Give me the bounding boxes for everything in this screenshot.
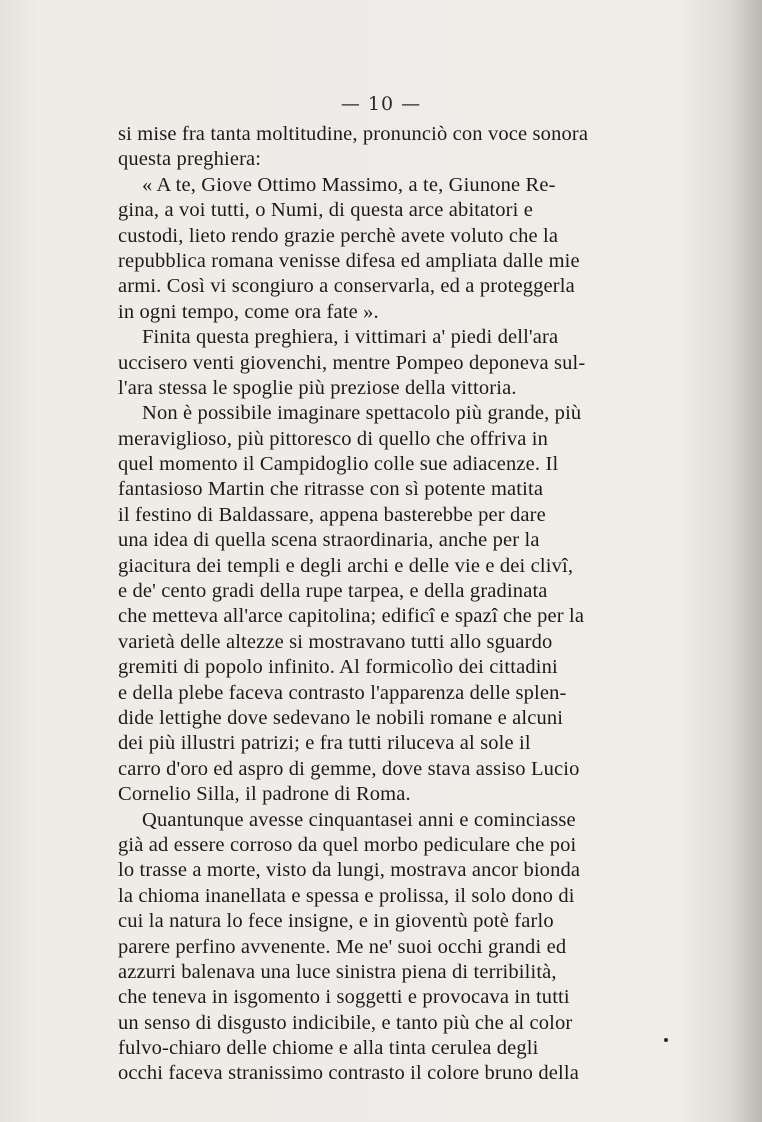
text-line: parere perfino avvenente. Me ne' suoi occhi grandi ed (118, 935, 567, 958)
text-line: custodi, lieto rendo grazie perchè avete voluto che la (118, 224, 559, 247)
text-line: occhi faceva stranissimo contrasto il colore bruno della (118, 1062, 579, 1085)
text-line: che teneva in isgomento i soggetti e provocava in tutti (118, 986, 570, 1009)
text-line: quel momento il Campidoglio colle sue adiacenze. Il (118, 453, 559, 476)
text-line: e della plebe faceva contrasto l'apparenza delle splen- (118, 681, 567, 704)
text-line: Finita questa preghiera, i vittimari a' piedi dell'ara (142, 326, 559, 349)
text-line: che metteva all'arce capitolina; edificî e spazî che per la (118, 605, 585, 628)
text-line: e de' cento gradi della rupe tarpea, e della gradinata (118, 580, 548, 603)
text-line: fantasioso Martin che ritrasse con sì potente matita (118, 478, 544, 501)
text-line: dide lettighe dove sedevano le nobili romane e alcuni (118, 706, 564, 729)
text-line: varietà delle altezze si mostravano tutti allo sguardo (118, 630, 553, 653)
text-line: giacitura dei templi e degli archi e delle vie e dei clivî, (118, 554, 574, 577)
text-line: repubblica romana venisse difesa ed ampliata dalle mie (118, 249, 580, 272)
text-line: l'ara stessa le spoglie più preziose della vittoria. (118, 376, 517, 399)
ink-speck (664, 1038, 668, 1042)
text-line: questa preghiera: (118, 148, 262, 171)
text-line: Quantunque avesse cinquantasei anni e cominciasse (142, 808, 576, 831)
text-line: Non è possibile imaginare spettacolo più grande, più (142, 402, 582, 425)
text-line: si mise fra tanta moltitudine, pronunciò con voce sonora (118, 123, 589, 145)
text-line: una idea di quella scena straordinaria, anche per la (118, 529, 540, 552)
text-line: gremiti di popolo infinito. Al formicolìo dei cittadini (118, 656, 558, 679)
text-line: meraviglioso, più pittoresco di quello che offriva in (118, 427, 549, 450)
text-line: fulvo-chiaro delle chiome e alla tinta cerulea degli (118, 1037, 539, 1060)
text-line: Cornelio Silla, il padrone di Roma. (118, 783, 411, 806)
text-line: un senso di disgusto indicibile, e tanto più che al color (118, 1011, 573, 1034)
text-line: dei più illustri patrizi; e fra tutti riluceva al sole il (118, 732, 531, 755)
text-line: uccisero venti giovenchi, mentre Pompeo deponeva sul- (118, 351, 586, 374)
text-line: azzurri balenava una luce sinistra piena di terribilità, (118, 960, 557, 983)
text-line: la chioma inanellata e spessa e prolissa, il solo dono di (118, 884, 575, 907)
text-line: armi. Così vi scongiuro a conservarla, ed a proteggerla (118, 275, 575, 298)
text-line: già ad essere corroso da quel morbo pediculare che poi (118, 833, 577, 856)
page-number: — 10 — (340, 93, 422, 115)
text-line: cui la natura lo fece insigne, e in gioventù potè farlo (118, 910, 554, 933)
body-text (118, 122, 680, 1087)
text-line: lo trasse a morte, visto da lungi, mostrava ancor bionda (118, 859, 581, 882)
text-line: « A te, Giove Ottimo Massimo, a te, Giunone Re- (142, 173, 556, 196)
text-line: il festino di Baldassare, appena basterebbe per dare (118, 503, 546, 526)
text-line: carro d'oro ed aspro di gemme, dove stava assiso Lucio (118, 757, 580, 780)
text-line: gina, a voi tutti, o Numi, di questa arce abitatori e (118, 199, 533, 222)
text-line: in ogni tempo, come ora fate ». (118, 300, 379, 323)
